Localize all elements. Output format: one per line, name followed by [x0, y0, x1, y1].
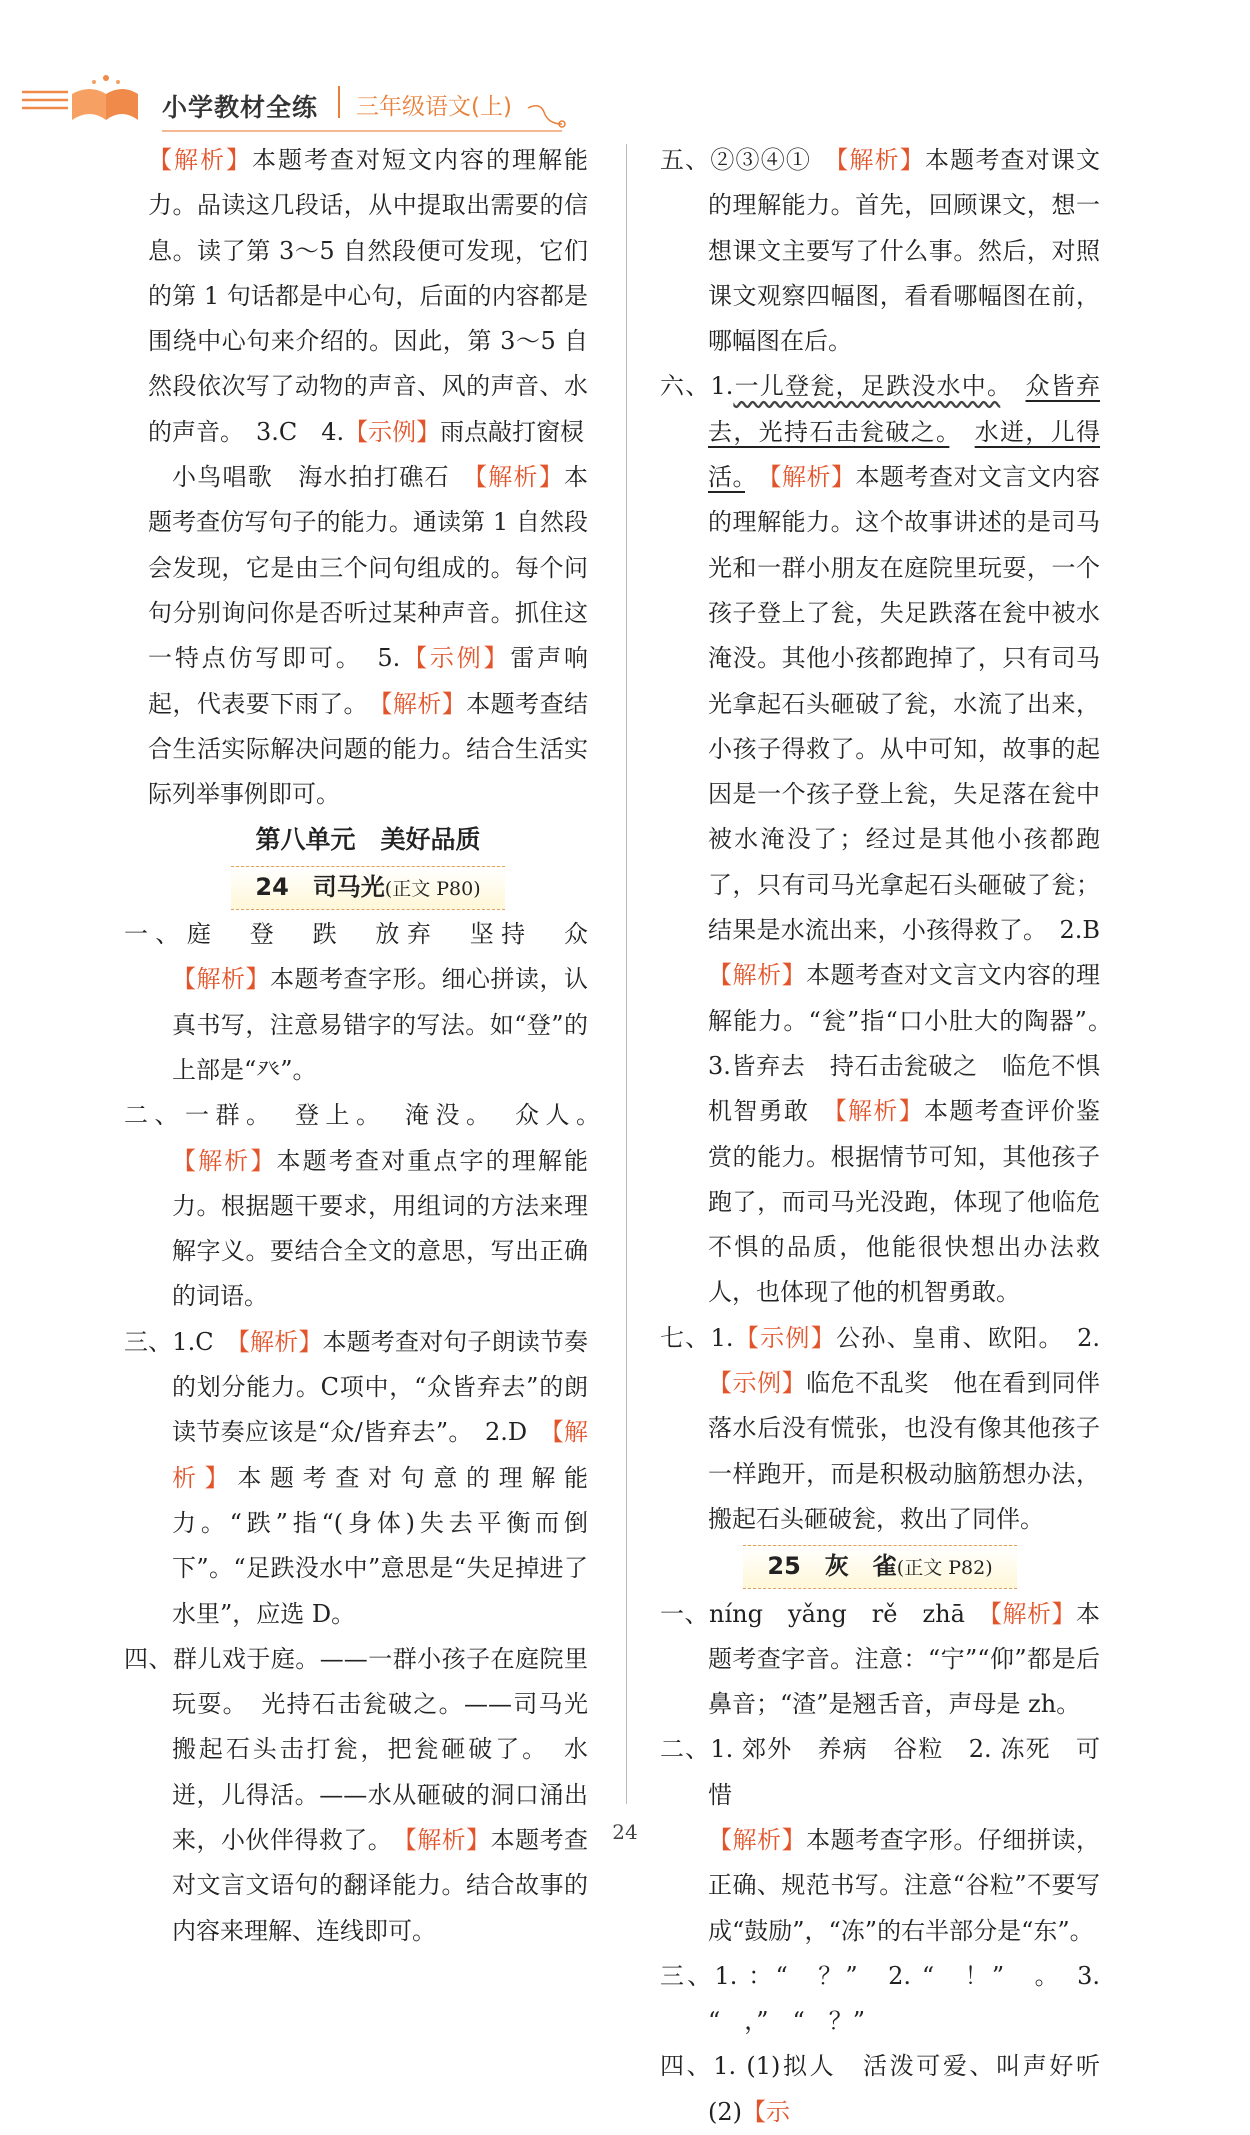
answer-paragraph: 小鸟唱歌 海水拍打礁石 【解析】本题考查仿写句子的能力。通读第 1 自然段会发现，它是由三个问句组成的。每个问句分别询问你是否听过某种声音。抓住这一特点仿写即可。 5.【示例】雷声响起，代表要下雨了。 【解析】本题考查结合生活实际解决问题的能力。结合生活实际列举事例即可。 — [148, 463, 589, 809]
analysis-tag: 【解析】 — [237, 1327, 323, 1356]
answer-item: 一、庭 登 跌 放弃 坚持 众 【解析】本题考查字形。细心拼读，认真书写，注意易错字的写法。如“登”的上部是“癶”。 — [124, 920, 588, 1084]
swirl-ornament-icon — [526, 102, 566, 132]
wavy-underlined-text: 一儿登瓮，足跌没水中。 — [733, 372, 1001, 401]
answer-item: 六、1.一儿登瓮，足跌没水中。 众皆弃去，光持石击瓮破之。 水迸，儿得活。 【解析】本题考查对文言文内容的理解能力。这个故事讲述的是司马光和一群小朋友在庭院里玩耍，一个孩子登上了瓮，失足跌落在瓮中被水淹没。其他小孩都跑掉了，只有司马光拿起石头砸破了瓮，水流了出来，小孩子得救了。从中可知，故事的起因是一个孩子登上瓮，失足落在瓮中被水淹没了；经过是其他小孩都跑了，只有司马光拿起石头砸破了瓮；结果是水流出来，小孩得救了。 2.B【解析】本题考查对文言文内容的理解能力。“瓮”指“口小肚大的陶器”。 3.皆弃去 持石击瓮破之 临危不惧 机智勇敢 【解析】本题考查评价鉴赏的能力。根据情节可知，其他孩子跑了，而司马光没跑，体现了他临危不惧的品质，他能很快想出办法救人，也体现了他的机智勇敢。 — [660, 372, 1124, 1307]
answer-item: 四、1. (1)拟人 活泼可爱、叫声好听 (2)【示 — [660, 2052, 1124, 2126]
answer-item: 五、②③④① 【解析】本题考查对课文的理解能力。首先，回顾课文，想一想课文主要写了什么事。然后，对照课文观察四幅图，看看哪幅图在前，哪幅图在后。 — [660, 146, 1101, 356]
analysis-tag: 【解析】 — [475, 463, 564, 492]
header-separator — [338, 86, 340, 118]
book-series-title: 小学教材全练 — [162, 93, 319, 122]
page-header — [0, 60, 620, 140]
underlined-text: 众皆弃去，光持石击瓮破之。 — [708, 372, 1101, 446]
header-underline — [162, 130, 562, 132]
answer-item: 七、1.【示例】公孙、皇甫、欧阳。 2.【示例】临危不乱奖 他在看到同伴落水后没有慌张，也没有像其他孩子一样跑开，而是积极动脑筋想办法，搬起石头砸破瓮，救出了同伴。 — [660, 1323, 1101, 1533]
underlined-text: 水迸，儿得活。 — [708, 417, 1101, 492]
example-tag: 【示 — [742, 2097, 790, 2126]
lesson-heading: 24 司马光(正文 P80) — [148, 865, 588, 910]
answer-paragraph: 【解析】本题考查对短文内容的理解能力。品读这几段话，从中提取出需要的信息。读了第 3～5 自然段便可发现，它们的第 1 句话都是中心句，后面的内容都是围绕中心句来介绍的。因此，第 3～5 自然段依次写了动物的声音、风的声音、水的声音。 3.C 4.【示例】雨点敲打窗棂 — [148, 146, 588, 446]
analysis-tag: 【解析】 — [404, 1825, 491, 1854]
example-tag: 【示例】 — [733, 1323, 837, 1352]
column-divider — [626, 144, 627, 1804]
analysis-tag: 【解析】 — [769, 463, 856, 492]
answer-item: 一、níng yǎng rě zhā 【解析】本题考查字音。注意：“宁”“仰”都是后鼻音；“渣”是翘舌音，声母是 zh。 — [660, 1599, 1101, 1719]
lesson-heading: 25 灰 雀(正文 P82) — [660, 1544, 1100, 1589]
analysis-tag: 【解析】 — [172, 965, 270, 994]
answer-item: 三、1. ：“ ？” 2. “ ！” 。 3. “ ，” “ ？” — [660, 1961, 1100, 2036]
book-star-logo-icon — [20, 70, 140, 140]
left-column — [124, 138, 589, 1954]
example-tag: 【示例】 — [708, 1369, 807, 1398]
analysis-tag: 【解析】 — [172, 1146, 277, 1175]
analysis-tag: 【解析】 — [989, 1599, 1077, 1628]
analysis-tag: 【解析】 — [148, 146, 252, 174]
example-tag: 【示例】 — [344, 417, 441, 446]
analysis-tag: 【解析】 — [834, 1097, 925, 1126]
analysis-tag: 【解析】 — [172, 1418, 589, 1492]
analysis-tag: 【解析】 — [836, 146, 925, 174]
analysis-tag: 【解析】 — [708, 961, 807, 990]
subject-title: 三年级语文(上) — [356, 94, 512, 120]
answer-item: 二、1. 郊外 养病 谷粒 2. 冻死 可惜 【解析】本题考查字形。仔细拼读，正确、规范书写。注意“谷粒”不要写成“鼓励”，“冻”的右半部分是“东”。 — [660, 1735, 1101, 1945]
answer-item: 二、一群。 登上。 淹没。 众人。 【解析】本题考查对重点字的理解能力。根据题干要求，用组词的方法来理解字义。要结合全文的意思，写出正确的词语。 — [124, 1101, 589, 1311]
answer-item: 三、1.C 【解析】本题考查对句子朗读节奏的划分能力。C项中，“众皆弃去”的朗读节奏应该是“众/皆弃去”。 2.D 【解析】本题考查对句意的理解能力。“跌”指“(身体)失去平衡而倒下”。“足跌没水中”意思是“失足掉进了水里”，应选 D。 — [124, 1327, 589, 1628]
example-tag: 【示例】 — [400, 644, 511, 673]
analysis-tag: 【解析】 — [708, 1825, 807, 1854]
unit-title: 第八单元 美好品质 — [255, 825, 481, 855]
page-number: 24 — [612, 1820, 638, 1844]
answer-item: 四、群儿戏于庭。——一群小孩子在庭院里玩耍。 光持石击瓮破之。——司马光搬起石头击打瓮，把瓮砸破了。 水迸，儿得活。——水从砸破的洞口涌出来，小伙伴得救了。 【解析】本题考查对文言文语句的翻译能力。结合故事的内容来理解、连线即可。 — [124, 1644, 589, 1945]
analysis-tag: 【解析】 — [380, 689, 467, 718]
